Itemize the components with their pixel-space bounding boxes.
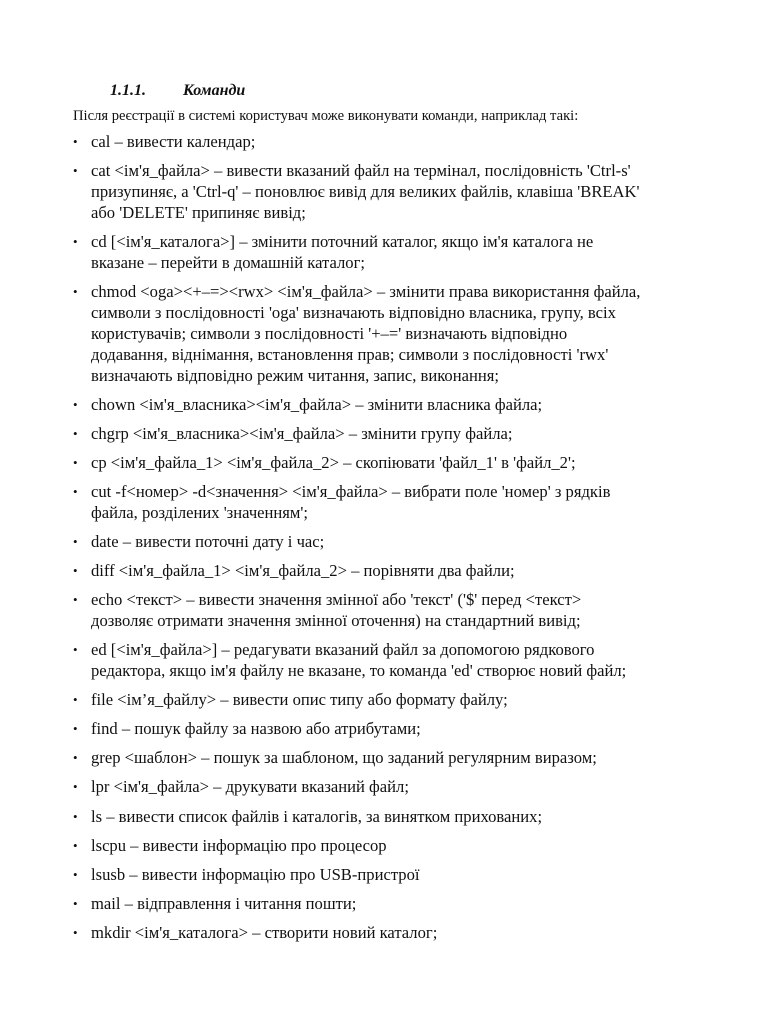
bullet-icon: • (73, 895, 78, 911)
bullet-icon: • (73, 563, 78, 579)
bullet-icon: • (73, 750, 78, 766)
list-item-text-line: файла, розділених 'значенням'; (91, 502, 309, 522)
intro-paragraph: Після реєстрації в системі користувач може виконувати команди, наприклад такі: (73, 108, 579, 124)
section-title: Команди (183, 82, 246, 99)
list-item (0, 453, 701, 474)
list-item-text-line: chmod <oga><+–=><rwx> <ім'я_файла> – змінити права використання файла, (91, 282, 641, 301)
list-item (0, 482, 701, 524)
list-item-text-line: вказане – перейти в домашній каталог; (91, 252, 365, 272)
list-item-text-line: chown <ім'я_власника><ім'я_файла> – змінити власника файла; (91, 394, 543, 414)
list-item (0, 690, 701, 711)
list-item-text-line: редактора, якщо ім'я файлу не вказане, то команда 'ed' створює новий файл; (91, 661, 627, 681)
bullet-icon: • (73, 454, 78, 470)
bullet-icon: • (73, 592, 78, 608)
list-item-text-line: або 'DELETE' припиняє вивід; (91, 202, 306, 222)
list-item-text-line: mkdir <ім'я_каталога> – створити новий каталог; (91, 922, 438, 942)
list-item (0, 865, 701, 886)
list-item (0, 836, 701, 857)
list-item-text-line: lscpu – вивести інформацію про процесор (91, 835, 387, 855)
list-item-text-line: mail – відправлення і читання пошти; (91, 893, 357, 913)
list-item-text-line: cat <ім'я_файла> – вивести вказаний файл на термінал, послідовність 'Ctrl-s' (91, 161, 631, 181)
list-item-text-line: diff <ім'я_файла_1> <ім'я_файла_2> – порівняти два файли; (91, 561, 515, 581)
command-list (0, 132, 768, 952)
list-item (0, 894, 701, 915)
bullet-icon: • (73, 134, 78, 149)
list-item-text-line: chgrp <ім'я_власника><ім'я_файла> – змінити групу файла; (91, 423, 513, 443)
list-item-text-line: ed [<ім'я_файла>] – редагувати вказаний файл за допомогою рядкового (91, 640, 595, 660)
list-item-text-line: cp <ім'я_файла_1> <ім'я_файла_2> – скопіювати 'файл_1' в 'файл_2'; (91, 452, 576, 472)
list-item-text-line: ls – вивести список файлів і каталогів, за винятком прихованих; (91, 806, 543, 826)
bullet-icon: • (73, 163, 78, 179)
list-item-text-line: lpr <ім'я_файла> – друкувати вказаний файл; (91, 777, 409, 797)
list-item-text-line: cal – вивести календар; (91, 132, 256, 151)
list-item (0, 424, 701, 445)
bullet-icon: • (73, 534, 78, 549)
bullet-icon: • (73, 642, 78, 658)
list-item (0, 719, 701, 740)
list-item-text-line: додавання, віднімання, встановлення прав; символи з послідовності 'rwx' (91, 344, 609, 364)
list-item-text-line: echo <текст> – вивести значення змінної або 'текст' ('$' перед <текст> (91, 590, 582, 610)
bullet-icon: • (73, 234, 78, 249)
bullet-icon: • (73, 721, 78, 737)
list-item (0, 807, 701, 828)
list-item (0, 282, 701, 387)
bullet-icon: • (73, 866, 78, 882)
bullet-icon: • (73, 284, 78, 299)
list-item-text-line: cd [<ім'я_каталога>] – змінити поточний каталог, якщо ім'я каталога не (91, 232, 594, 251)
list-item (0, 232, 701, 274)
list-item-text-line: символи з послідовності 'oga' визначають відповідно власника, групу, всіх (91, 302, 616, 322)
list-item (0, 748, 701, 769)
list-item-text-line: визначають відповідно режим читання, запис, виконання; (91, 365, 499, 385)
list-item (0, 640, 701, 682)
list-item-text-line: lsusb – вивести інформацію про USB-пристрої (91, 864, 420, 884)
list-item (0, 161, 701, 224)
list-item (0, 532, 701, 553)
bullet-icon: • (73, 396, 78, 412)
bullet-icon: • (73, 837, 78, 853)
list-item-text-line: призупиняє, а 'Ctrl-q' – поновлює вивід для великих файлів, клавіша 'BREAK' (91, 182, 640, 201)
list-item-text-line: date – вивести поточні дату і час; (91, 532, 325, 551)
list-item-text-line: file <ім’я_файлу> – вивести опис типу або формату файлу; (91, 690, 508, 710)
list-item (0, 923, 701, 944)
bullet-icon: • (73, 425, 78, 441)
bullet-icon: • (73, 779, 78, 795)
list-item-text-line: grep <шаблон> – пошук за шаблоном, що заданий регулярним виразом; (91, 748, 597, 768)
list-item-text-line: cut -f<номер> -d<значення> <ім'я_файла> – вибрати поле 'номер' з рядків (91, 482, 611, 501)
list-item (0, 395, 701, 416)
section-number: 1.1.1. (110, 82, 146, 99)
bullet-icon: • (73, 924, 78, 940)
list-item (0, 132, 701, 153)
list-item (0, 561, 701, 582)
list-item-text-line: користувачів; символи з послідовності '+–=' визначають відповідно (91, 323, 568, 343)
list-item-text-line: find – пошук файлу за назвою або атрибутами; (91, 719, 421, 739)
bullet-icon: • (73, 484, 78, 499)
list-item-text-line: дозволяє отримати значення змінної оточення) на стандартний вивід; (91, 611, 581, 631)
bullet-icon: • (73, 808, 78, 824)
list-item (0, 590, 701, 632)
bullet-icon: • (73, 692, 78, 708)
section-heading (110, 80, 245, 102)
list-item (0, 777, 701, 798)
